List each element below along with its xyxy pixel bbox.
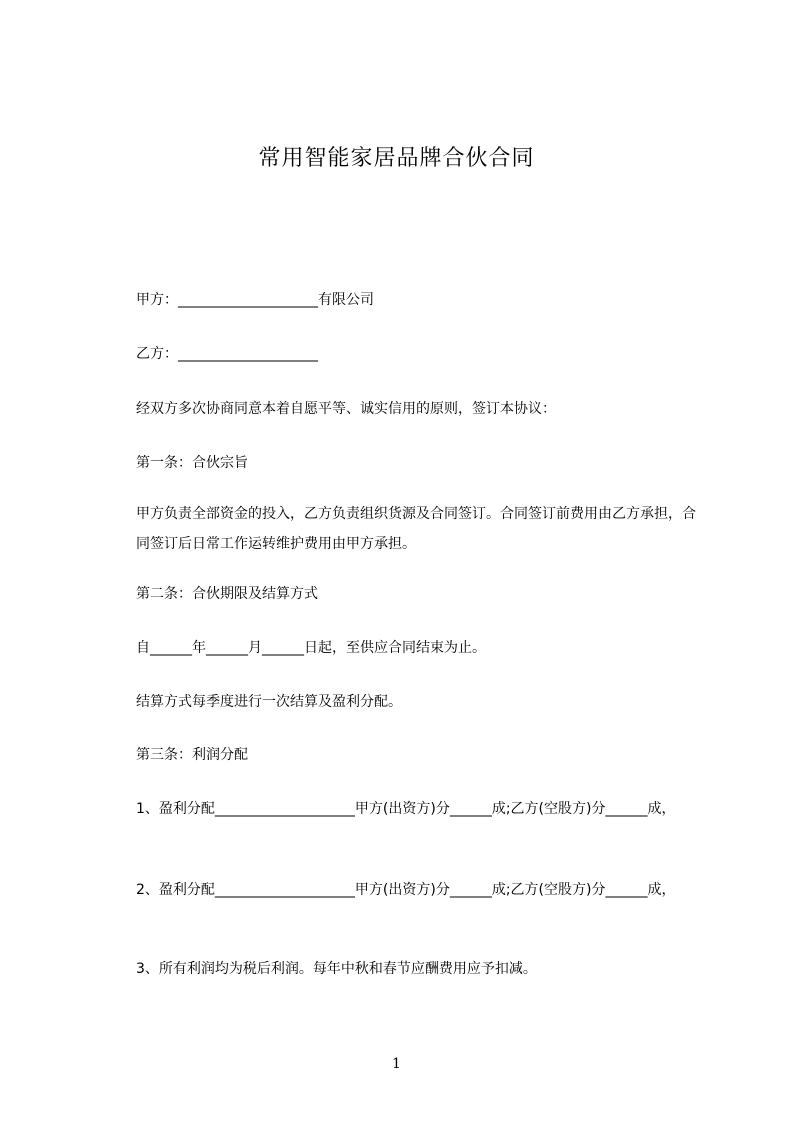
document-title: 常用智能家居品牌合伙合同 — [258, 146, 535, 171]
article-3-heading: 第三条：利润分配 — [136, 747, 248, 763]
article-1-heading: 第一条：合伙宗旨 — [136, 455, 248, 471]
article-1-body: 甲方负责全部资金的投入，乙方负责组织货源及合同签订。合同签订前费用由乙方承担，合同签订后日常工作运转维护费用由甲方承担。 — [136, 506, 696, 552]
article-2-heading: 第二条：合伙期限及结算方式 — [136, 586, 318, 602]
article-2-term: 自______年______月______日起，至供应合同结束为止。 — [136, 640, 486, 656]
page-number: 1 — [392, 1056, 401, 1072]
article-2-settlement: 结算方式每季度进行一次结算及盈利分配。 — [136, 694, 402, 710]
party-a-line: 甲方：____________________有限公司 — [136, 292, 374, 308]
profit-clause-3: 3、所有利润均为税后利润。每年中秋和春节应酬费用应予扣减。 — [136, 961, 537, 977]
profit-clause-2: 2、盈利分配____________________甲方(出资方)分______成;乙方(空股方)分______成， — [136, 882, 676, 898]
profit-clause-1: 1、盈利分配____________________甲方(出资方)分______成;乙方(空股方)分______成， — [136, 801, 676, 817]
intro-paragraph: 经双方多次协商同意本着自愿平等、诚实信用的原则，签订本协议： — [136, 401, 556, 417]
party-b-line: 乙方：____________________ — [136, 346, 318, 362]
